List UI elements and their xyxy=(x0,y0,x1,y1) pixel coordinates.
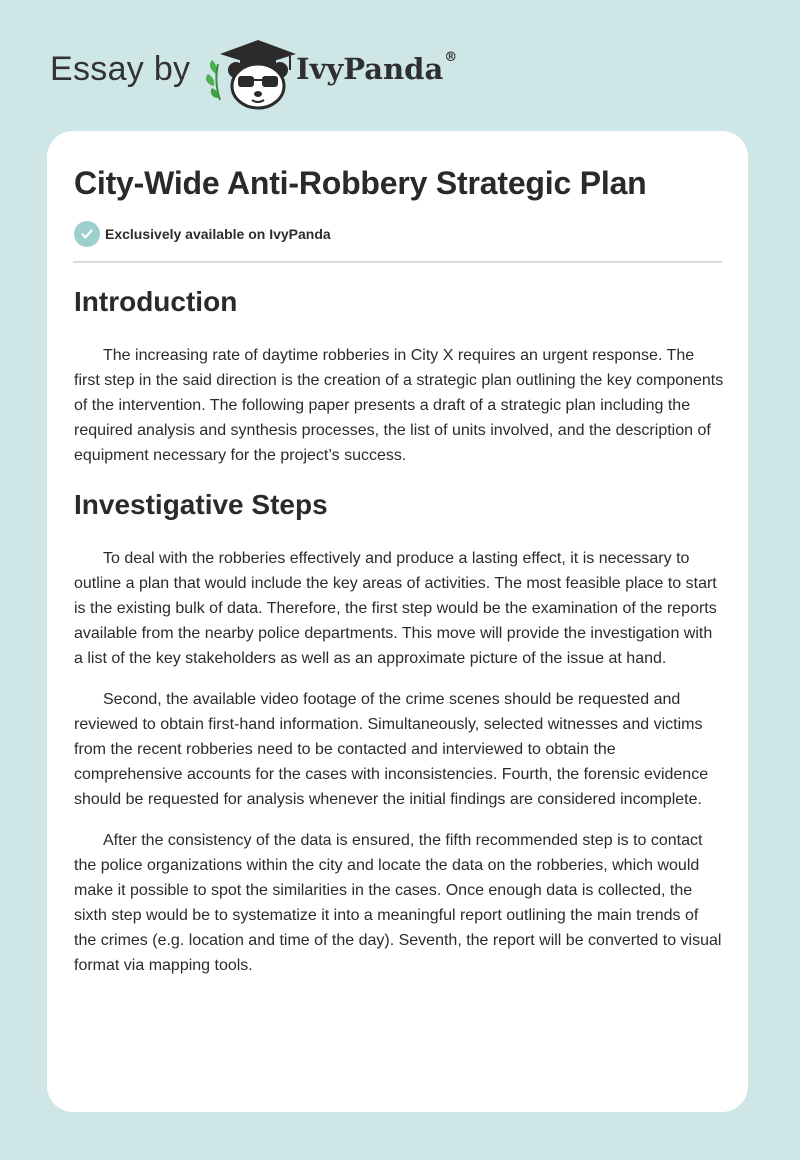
ivypanda-logo-icon[interactable] xyxy=(200,34,300,110)
section-introduction xyxy=(74,285,724,468)
paragraph: To deal with the robberies effectively and produce a lasting effect, it is necessary to outline a plan that would include the key areas of activities. The most feasible place to start is the existing bulk of data. Therefore, the first step would be the examination of the reports available from the nearby police departments. This move will provide the investigation with a list of the key stakeholders as well as an approximate picture of the issue at hand. xyxy=(74,550,717,667)
brand-name-text: IvyPanda xyxy=(296,52,444,86)
exclusive-badge-text: Exclusively available on IvyPanda xyxy=(105,226,331,242)
section-investigative-steps xyxy=(74,488,724,978)
exclusive-badge xyxy=(74,221,331,247)
brand-header xyxy=(50,30,550,110)
checkmark-icon xyxy=(74,221,100,247)
title-divider xyxy=(73,261,722,263)
section-heading: Investigative Steps xyxy=(74,489,328,520)
essay-content xyxy=(74,285,724,994)
essay-card xyxy=(47,131,748,1112)
section-heading: Introduction xyxy=(74,286,238,317)
paragraph: Second, the available video footage of the crime scenes should be requested and reviewed to obtain first-hand information. Simultaneously, selected witnesses and victims from the recent robberies need to be contacted and interviewed to obtain the comprehensive accounts for the cases with inconsistencies. Fourth, the forensic evidence should be requested for analysis whenever the initial findings are considered incomplete. xyxy=(74,691,709,808)
brand-prefix: Essay by xyxy=(50,50,191,88)
brand-name[interactable] xyxy=(296,52,457,86)
paragraph: The increasing rate of daytime robberies in City X requires an urgent response. The first step in the said direction is the creation of a strategic plan outlining the key components of the intervention. The following paper presents a draft of a strategic plan including the required analysis and synthesis processes, the list of units involved, and the description of equipment necessary for the project’s success. xyxy=(74,347,724,464)
page-title: City-Wide Anti-Robbery Strategic Plan xyxy=(74,165,647,201)
paragraph: After the consistency of the data is ensured, the fifth recommended step is to contact the police organizations within the city and locate the data on the robberies, which would make it possible to spot the similarities in the cases. Once enough data is collected, the sixth step would be to systematize it into a meaningful report outlining the main trends of the crimes (e.g. location and time of the day). Seventh, the report will be converted to visual format via mapping tools. xyxy=(74,832,722,974)
brand-registered-mark: ® xyxy=(444,50,458,65)
